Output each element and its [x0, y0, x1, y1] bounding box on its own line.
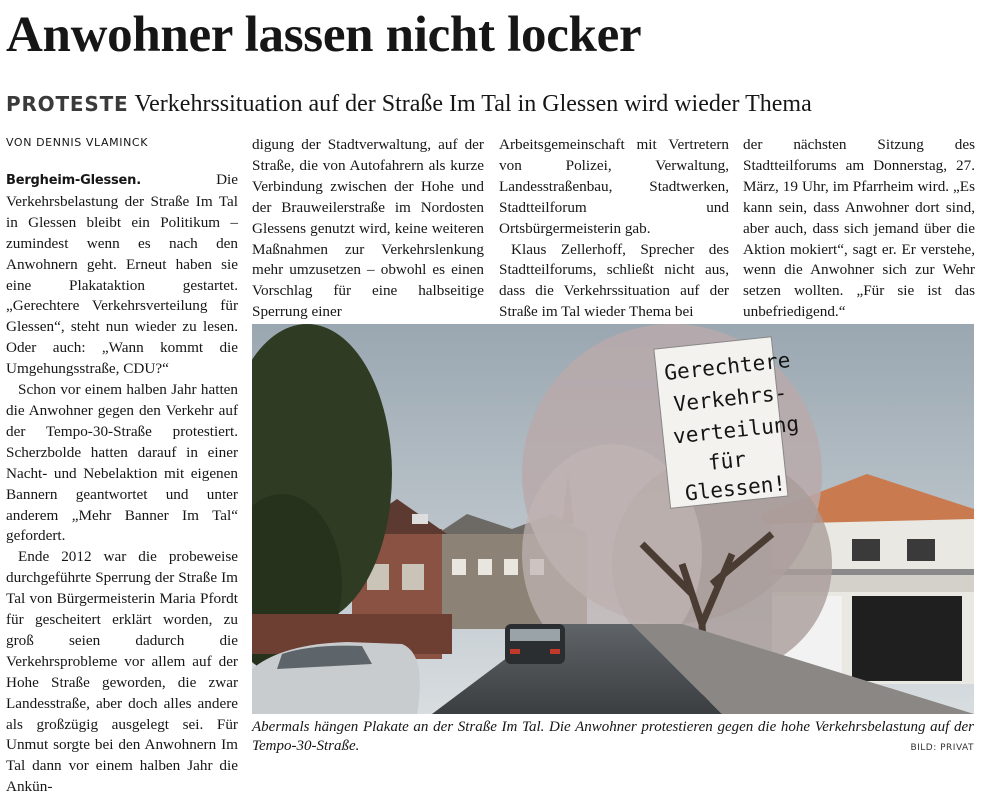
article-column-2 — [252, 135, 484, 323]
paragraph-text: Die Verkehrsbelastung der Straße Im Tal in Glessen bleibt ein Politikum – zumindest wenn es nach den Anwohnern geht. Erneut haben sie eine Plakataktion gestartet. „Gerechtere Verkehrsverteilung für Glessen“, steht nun wieder zu lesen. Oder auch: „Wann kommt die Umgehungsstraße, CDU?“ — [6, 171, 238, 378]
article-paragraph — [6, 170, 238, 380]
car-on-road — [505, 624, 565, 664]
sign-line: für — [706, 447, 748, 476]
byline: VON DENNIS VLAMINCK — [6, 136, 149, 149]
article-photo — [252, 324, 974, 714]
photo-credit: BILD: PRIVAT — [910, 743, 974, 753]
headline: Anwohner lassen nicht locker — [6, 7, 642, 63]
sign-line: Glessen! — [683, 471, 788, 506]
article-paragraph: Ende 2012 war die probeweise durchgeführte Sperrung der Straße Im Tal von Bürgermeisterin Maria Pfordt für gescheitert erklärt worden, zu groß seien dadurch die Verkehrsprobleme vor allem auf der Hohe Straße geworden, die zwar Landesstraße, aber doch alles andere als großzügig ausgelegt sei. Für Unmut sorgte bei den Anwohnern Im Tal dann vor einem halben Jahr die Ankün- — [6, 548, 238, 796]
street-scene-illustration — [252, 324, 974, 714]
kicker: PROTESTE — [6, 92, 129, 116]
article-column-3 — [499, 135, 729, 323]
article-paragraph: Arbeitsgemeinschaft mit Vertretern von Polizei, Verwaltung, Landesstraßenbau, Stadtwerken, Stadtteilforum und Ortsbürgermeisterin gab. — [499, 136, 729, 237]
deck: Verkehrssituation auf der Straße Im Tal in Glessen wird wieder Thema — [134, 91, 812, 117]
sign-line: Verkehrs- — [672, 380, 789, 417]
photo-caption: Abermals hängen Plakate an der Straße Im Tal. Die Anwohner protestieren gegen die hohe Verkehrsbelastung auf der Tempo-30-Straße. — [252, 719, 974, 754]
article-paragraph: digung der Stadtverwaltung, auf der Straße, die von Autofahrern als kurze Verbindung zwischen der Hohe und der Brauweilerstraße im Nordosten Glessens genutzt wird, keine weiteren Maßnahmen zur Verkehrslenkung mehr umzusetzen – obwohl es einen Vorschlag für eine halbseitige Sperrung einer — [252, 136, 484, 321]
article-column-1 — [6, 170, 238, 798]
article-paragraph: Klaus Zellerhoff, Sprecher des Stadtteilforums, schließt nicht aus, dass die Verkehrssituation auf der Straße im Tal wieder Thema bei — [499, 240, 729, 321]
article-column-4 — [743, 135, 975, 323]
article-paragraph: Schon vor einem halben Jahr hatten die Anwohner gegen den Verkehr auf der Tempo-30-Straße protestiert. Scherzbolde hatten darauf in einer Nacht- und Nebelaktion mit eigenen Bannern geantwortet und unter anderem „Mehr Banner Im Tal“ gefordert. — [6, 381, 238, 545]
article-paragraph: der nächsten Sitzung des Stadtteilforums am Donnerstag, 27. März, 19 Uhr, im Pfarrheim wird. „Es kann sein, dass Anwohner dort sind, aber auch, dass sich jemand über die Aktion mokiert“, sagt er. Er verstehe, wenn die Anwohner sich zur Wehr setzen wollten. „Für sie ist das unbefriedigend.“ — [743, 136, 975, 321]
sign-line: verteilung — [671, 411, 801, 449]
garage-door-open — [852, 596, 962, 681]
dateline: Bergheim-Glessen. — [6, 173, 141, 188]
sign-line: Gerechtere — [663, 348, 792, 386]
subheadline — [6, 89, 976, 122]
